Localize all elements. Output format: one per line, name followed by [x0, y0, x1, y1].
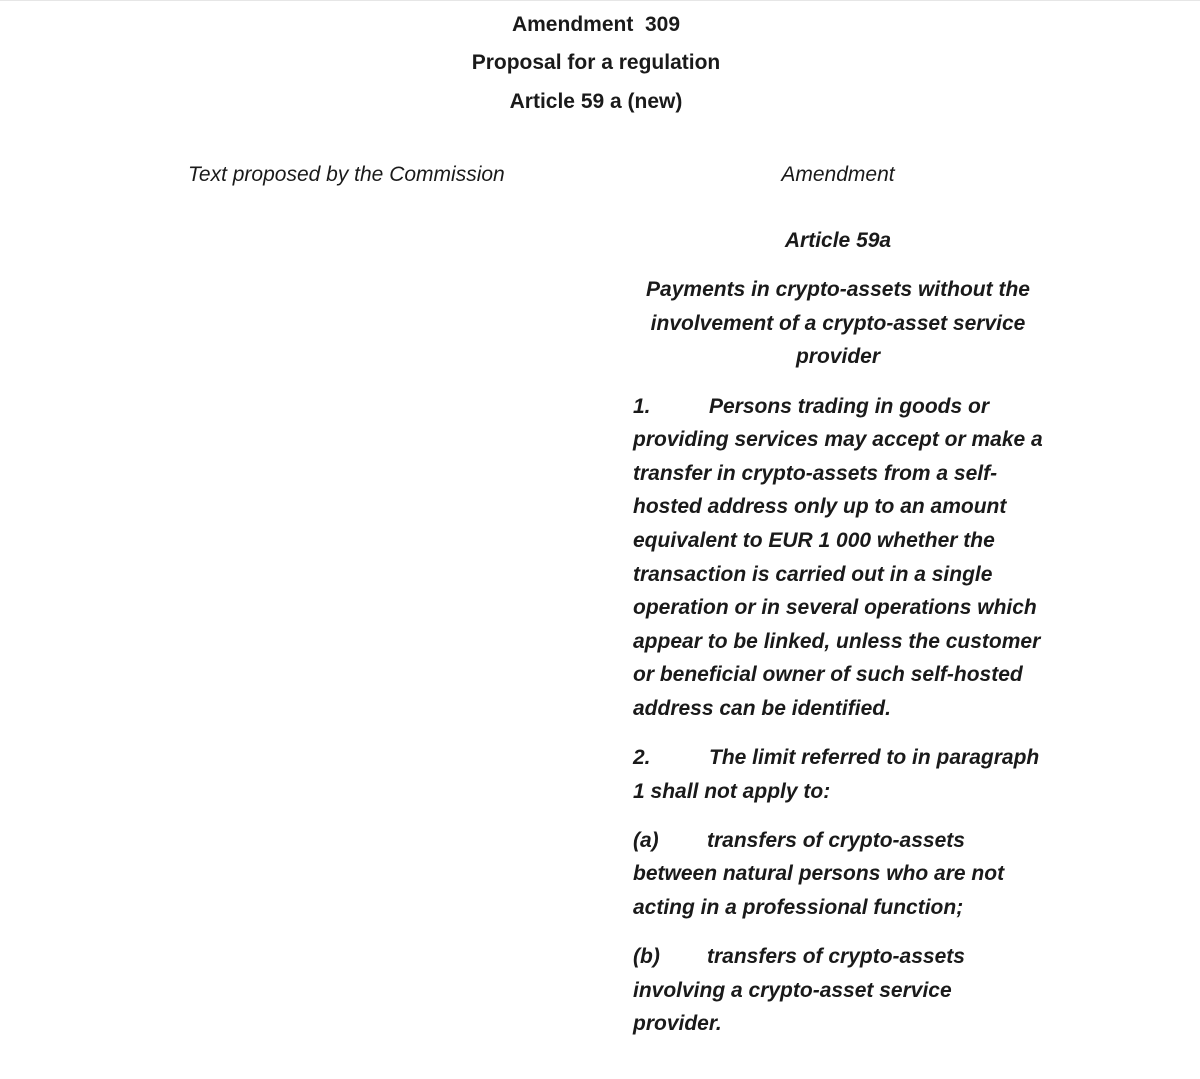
point-b: [633, 940, 1043, 1041]
paragraph-number: 1.: [633, 394, 651, 418]
proposal-title: Proposal for a regulation: [471, 51, 721, 74]
point-letter: (b): [633, 945, 660, 969]
point-letter: (a): [633, 828, 659, 852]
amendment-column-heading: Amendment: [781, 163, 895, 186]
point-text: transfers of crypto-assets between natural persons who are not acting in a professional function;: [633, 828, 1005, 920]
point-text: transfers of crypto-assets involving a crypto-asset service provider.: [633, 945, 965, 1036]
paragraph-text: Persons trading in goods or providing services may accept or make a transfer in crypto-assets from a self-hosted address only up to an amount equivalent to EUR 1 000 whether the transaction is carried out in a single operation or in several operations which appear to be linked, unless the customer or beneficial owner of such self-hosted address can be identified.: [633, 394, 1043, 720]
article-subject: Payments in crypto-assets without the involvement of a crypto-asset service provider: [646, 278, 1030, 369]
amendment-number: Amendment 309: [511, 13, 681, 36]
paragraph-number: 2.: [633, 746, 651, 770]
paragraph-2: [633, 741, 1043, 808]
paragraph-1: [633, 390, 1043, 726]
top-divider: [0, 0, 1200, 1]
commission-column-heading: Text proposed by the Commission: [188, 163, 505, 186]
point-a: [633, 824, 1043, 925]
amendment-text: [633, 224, 1043, 1057]
article-title: Article 59a: [784, 229, 892, 252]
paragraph-text: The limit referred to in paragraph 1 shall not apply to:: [633, 746, 1040, 803]
article-reference: Article 59 a (new): [509, 90, 683, 113]
